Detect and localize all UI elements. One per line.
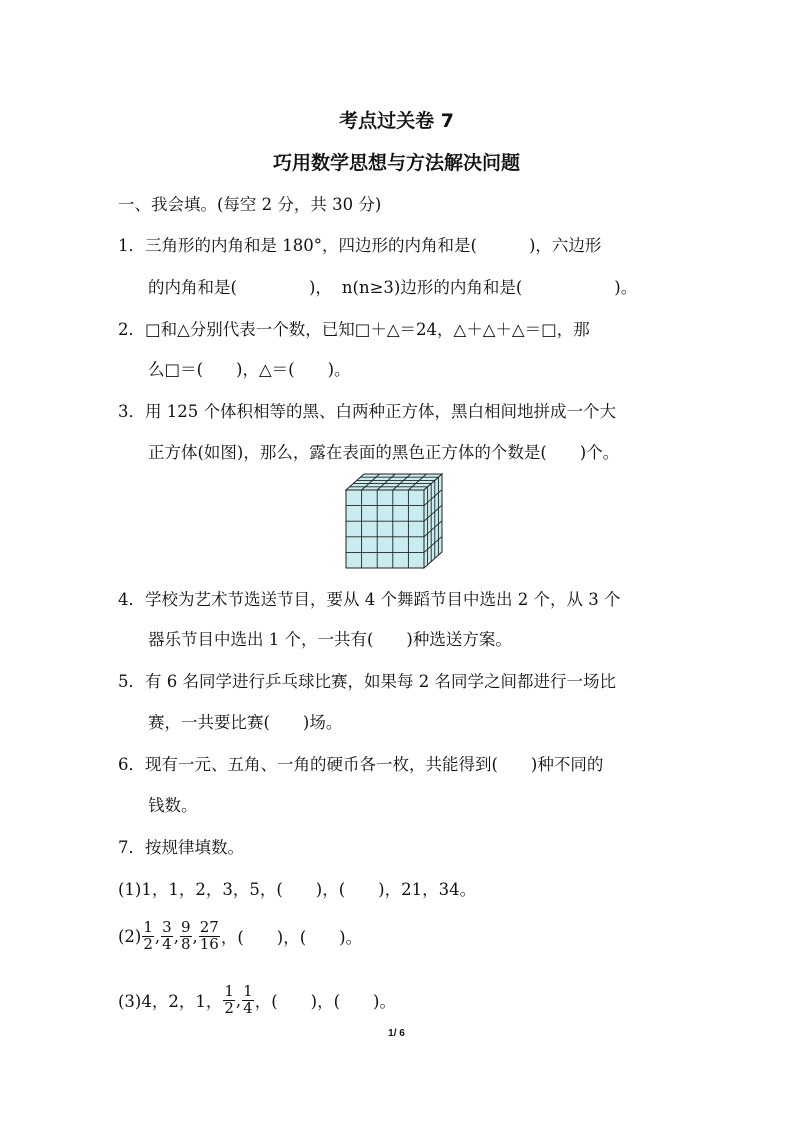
question-7-sub-2: (2) $\frac{1}{2}$ , $\frac{3}{4}$ , $\frac{9}{8}$ , $\frac{27}{16}$ ，( )，( )。 bbox=[118, 917, 363, 953]
question-5-line-1: 5．有 6 名同学进行乒乓球比赛，如果每 2 名同学之间都进行一场比 bbox=[118, 672, 616, 691]
right-face bbox=[424, 474, 442, 568]
page-number: 1/ 6 bbox=[388, 1028, 405, 1039]
question-number: 6． bbox=[118, 755, 145, 774]
page-subtitle: 巧用数学思想与方法解决问题 bbox=[272, 152, 520, 174]
question-number: 1． bbox=[118, 236, 145, 255]
question-number: 3． bbox=[118, 402, 145, 421]
fraction: $\frac{3}{4}$ bbox=[162, 917, 172, 953]
question-4-line-2: 器乐节目中选出 1 个，一共有( )种选送方案。 bbox=[148, 630, 512, 649]
question-2-line-1: 2．□和△分别代表一个数，已知□＋△＝24，△＋△＋△＝□，那 bbox=[118, 320, 590, 339]
page-title: 考点过关卷 7 bbox=[339, 110, 454, 132]
question-6-line-1: 6．现有一元、五角、一角的硬币各一枚，共能得到( )种不同的 bbox=[118, 755, 604, 774]
question-4-line-1: 4．学校为艺术节选送节目，要从 4 个舞蹈节目中选出 2 个，从 3 个 bbox=[118, 590, 621, 609]
fraction: $\frac{1}{2}$ bbox=[224, 981, 234, 1017]
question-5-line-2: 赛，一共要比赛( )场。 bbox=[148, 713, 343, 732]
question-6-line-2: 钱数。 bbox=[148, 796, 198, 815]
fraction: $\frac{9}{8}$ bbox=[180, 917, 191, 953]
question-number: 7． bbox=[118, 838, 145, 857]
question-number: 5． bbox=[118, 672, 145, 691]
fraction: $\frac{27}{16}$ bbox=[199, 917, 219, 953]
question-7-sub-3: (3)4，2，1， $\frac{1}{2}$ , $\frac{1}{4}$ ，( )，( )。 bbox=[118, 981, 396, 1017]
front-face bbox=[346, 490, 424, 568]
question-7-sub-1: (1)1，1，2，3，5，( )，( )，21，34。 bbox=[118, 880, 477, 899]
fraction: $\frac{1}{4}$ bbox=[243, 981, 253, 1017]
question-2-line-2: 么□＝( )，△＝( )。 bbox=[148, 360, 351, 379]
question-1-line-1: 1．三角形的内角和是 180°，四边形的内角和是( )，六边形 bbox=[118, 236, 602, 255]
question-1-line-2: 的内角和是( )， n(n≥3)边形的内角和是( )。 bbox=[148, 278, 638, 297]
question-3-line-2: 正方体(如图)，那么，露在表面的黑色正方体的个数是( )个。 bbox=[148, 443, 620, 462]
question-number: 2． bbox=[118, 320, 145, 339]
question-7-line-1: 7．按规律填数。 bbox=[118, 838, 244, 857]
question-text: 三角形的内角和是 180°，四边形的内角和是( bbox=[145, 236, 477, 255]
fraction: $\frac{1}{2}$ bbox=[143, 917, 153, 953]
question-3-line-1: 3．用 125 个体积相等的黑、白两种正方体，黑白相间地拼成一个大 bbox=[118, 402, 616, 421]
section-heading: 一、我会填。(每空 2 分，共 30 分) bbox=[118, 195, 382, 214]
question-number: 4． bbox=[118, 590, 145, 609]
cube-figure bbox=[344, 473, 448, 569]
